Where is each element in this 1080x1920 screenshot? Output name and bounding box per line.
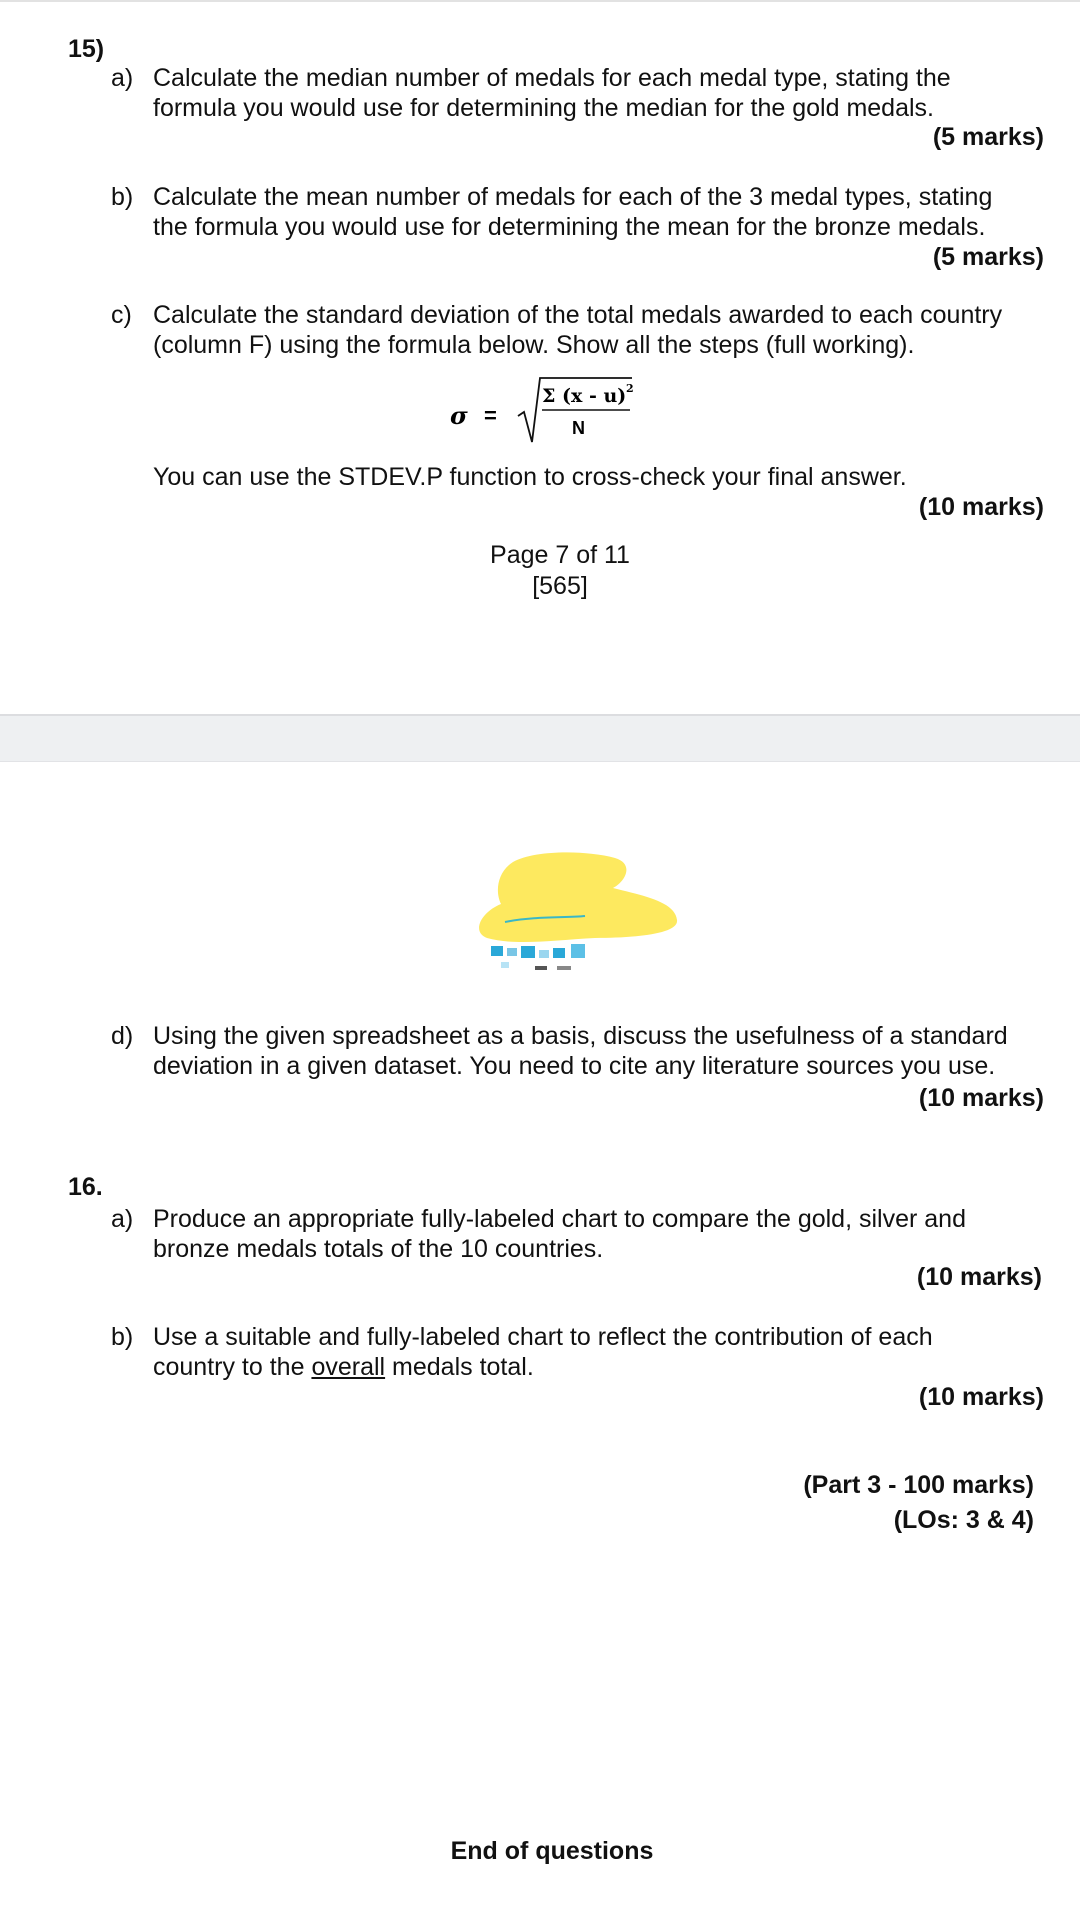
q16b-line2-pre: country to the [153,1353,312,1381]
q16b-line2 [153,1352,534,1382]
q15d-line1: Using the given spreadsheet as a basis, discuss the usefulness of a standard [153,1022,1008,1050]
question-15-number: 15) [68,35,105,63]
q15c-line2: (column F) using the formula below. Show all the steps (full working). [153,331,915,359]
question-16-number: 16. [68,1173,103,1201]
learning-outcomes: (LOs: 3 & 4) [893,1506,1034,1534]
formula-equals: = [484,403,497,428]
redacted-logo [475,842,685,992]
redact-block [539,950,549,958]
q15b-marks: (5 marks) [932,243,1044,271]
q16b-letter: b) [111,1323,134,1351]
q16a-marks: (10 marks) [916,1263,1042,1291]
page-number: Page 7 of 11 [490,541,630,569]
redact-block [507,948,517,956]
q16a-line1: Produce an appropriate fully-labeled chart to compare the gold, silver and [153,1205,966,1233]
q15c-marks: (10 marks) [918,493,1044,521]
end-of-questions: End of questions [450,1837,654,1865]
q15a-line1: Calculate the median number of medals for each medal type, stating the [153,64,951,92]
redact-block [571,944,585,958]
redact-block [553,948,565,958]
q15b-letter: b) [111,183,134,211]
q15c-line1: Calculate the standard deviation of the total medals awarded to each country [153,301,1003,329]
q15b-line2: the formula you would use for determining the mean for the bronze medals. [153,213,986,241]
redact-block [491,946,503,956]
page-code: [565] [532,572,588,600]
q15d-line2: deviation in a given dataset. You need to cite any literature sources you use. [153,1052,996,1080]
q15a-line2: formula you would use for determining the median for the gold medals. [153,94,934,122]
q15a-marks: (5 marks) [932,123,1044,151]
redact-block [557,966,571,970]
q15d-letter: d) [111,1022,134,1050]
q15b-line1: Calculate the mean number of medals for each of the 3 medal types, stating [153,183,993,211]
q16b-underlined-word: overall [311,1353,386,1381]
part-total-marks: (Part 3 - 100 marks) [803,1471,1034,1499]
page-break-gap [0,714,1080,762]
standard-deviation-formula [448,372,648,448]
page-top-divider [0,0,1080,2]
q16b-line1: Use a suitable and fully-labeled chart to reflect the contribution of each [153,1323,933,1351]
highlight-blob [479,852,677,942]
q16b-marks: (10 marks) [918,1383,1044,1411]
q15a-letter: a) [111,64,134,92]
redact-block [535,966,547,970]
formula-sigma: σ [450,401,468,430]
formula-numerator: Σ (x - u) [542,385,627,407]
q15d-marks: (10 marks) [918,1084,1044,1112]
redact-block [521,946,535,958]
formula-exponent: 2 [626,382,634,395]
q16b-line2-post: medals total. [385,1353,534,1381]
q15c-note: You can use the STDEV.P function to cross-check your final answer. [153,463,907,491]
q16a-line2: bronze medals totals of the 10 countries. [153,1235,604,1263]
q16a-letter: a) [111,1205,134,1233]
redact-block [501,962,509,968]
q15c-letter: c) [111,301,132,329]
formula-denominator: N [572,418,585,438]
